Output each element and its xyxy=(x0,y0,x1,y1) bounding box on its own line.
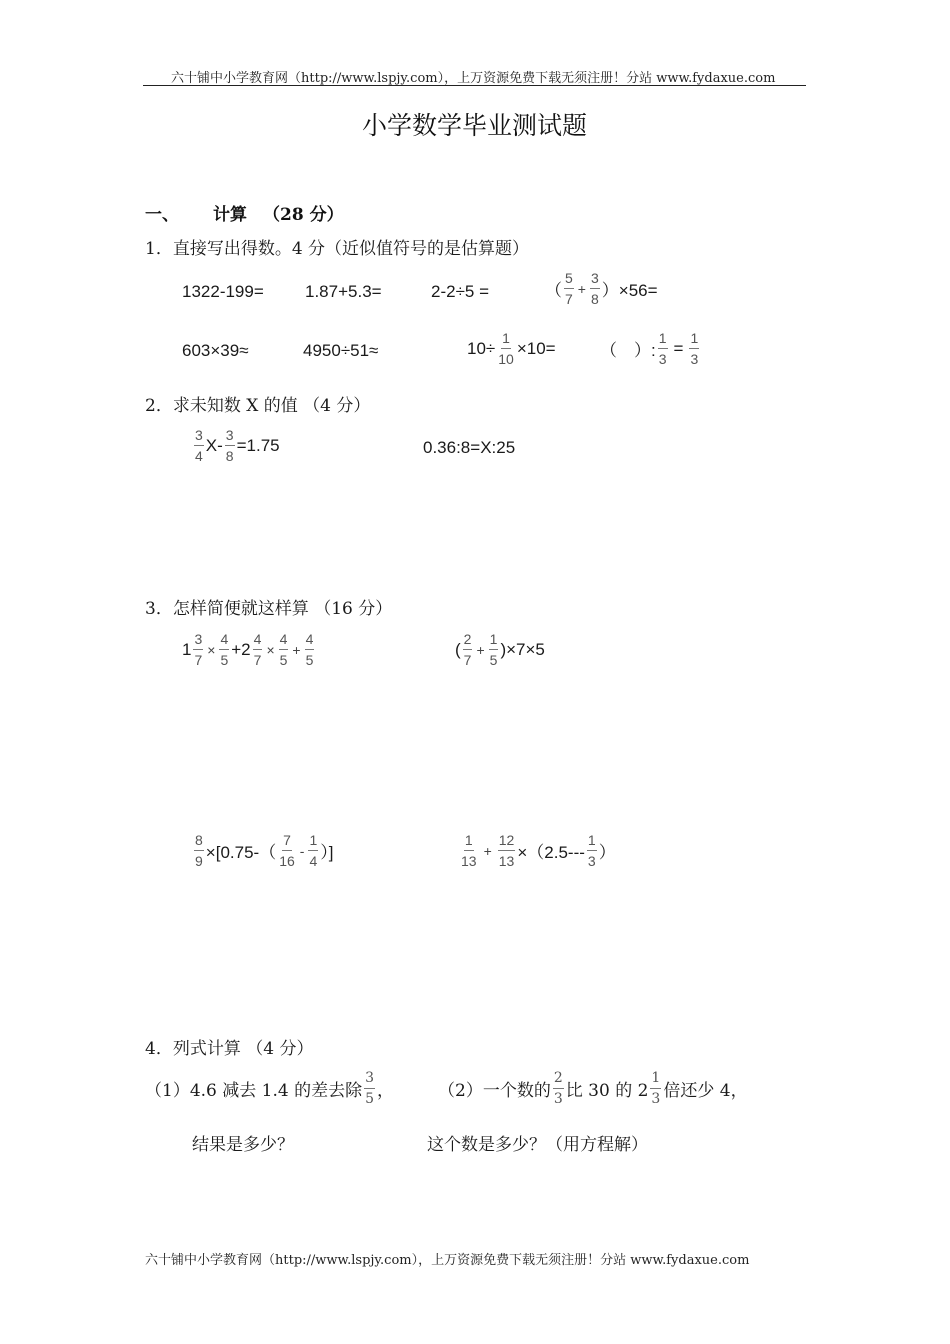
q1-expr-8 xyxy=(600,331,701,366)
plus-sign: + xyxy=(483,842,492,859)
section-points: （28 分） xyxy=(263,205,344,225)
times-sign: × xyxy=(266,641,275,658)
expr-tail: ）] xyxy=(320,843,334,862)
punctuation: ， xyxy=(377,1081,395,1101)
sub-question-text: （1）4.6 减去 1.4 的差去除 xyxy=(145,1081,363,1101)
q1-expr-5: 603×39≈ xyxy=(182,341,249,360)
fraction: $\frac{1}{5}$ xyxy=(489,631,498,668)
fraction: $\frac{3}{8}$ xyxy=(590,270,599,307)
page-footer: 六十铺中小学教育网（http://www.lspjy.com），上万资源免费下载无须注册！分站 www.fydaxue.com xyxy=(145,1253,750,1268)
q4-sub-1 xyxy=(145,1071,394,1106)
fraction: $\frac{5}{7}$ xyxy=(565,270,573,307)
expr-mid: ×（2.5--- xyxy=(517,843,585,862)
header-rule xyxy=(143,85,806,86)
fraction: $\frac{1}{4}$ xyxy=(309,832,318,869)
section-label: 计算 xyxy=(213,205,247,225)
expr-tail: ×10= xyxy=(516,338,556,358)
fraction: $\frac{4}{5}$ xyxy=(220,631,229,668)
q3-label: 3．怎样简便就这样算 （16 分） xyxy=(145,599,393,619)
q1-expr-4 xyxy=(545,271,658,306)
minus-sign: - xyxy=(299,842,305,859)
paren-open: ( xyxy=(455,639,461,659)
fraction: $\frac{1}{3}$ xyxy=(690,330,699,367)
q1-expr-1: 1322-199= xyxy=(182,282,264,301)
plus-sign: + xyxy=(577,280,586,297)
page-header: 六十铺中小学教育网（http://www.lspjy.com），上万资源免费下载无须注册！分站 www.fydaxue.com xyxy=(171,71,776,86)
q2-label: 2．求未知数 X 的值 （4 分） xyxy=(145,396,371,416)
sub-question-text: （2）一个数的 xyxy=(438,1081,551,1101)
fraction: $\frac{1}{3}$ xyxy=(651,1070,661,1107)
paren-open: （ xyxy=(545,281,562,300)
fraction: $\frac{3}{7}$ xyxy=(194,631,203,668)
fraction: $\frac{1}{3}$ xyxy=(587,832,596,869)
plus-sign: + xyxy=(476,641,485,658)
expr-tail: =1.75 xyxy=(236,435,280,455)
sub-question-text: 比 30 的 2 xyxy=(565,1081,649,1101)
expr-tail: )×7×5 xyxy=(500,639,545,659)
equals-sign: = xyxy=(673,338,684,358)
fraction: $\frac{2}{7}$ xyxy=(463,631,472,668)
q2-equation-2: 0.36:8=X:25 xyxy=(423,438,516,457)
fraction: $\frac{1}{10}$ xyxy=(498,330,514,367)
expr-head: （ ）: xyxy=(600,341,656,360)
q1-expr-6: 4950÷51≈ xyxy=(303,341,379,360)
expr-head: 10÷ xyxy=(467,338,496,358)
fraction: $\frac{4}{7}$ xyxy=(253,631,262,668)
q4-sub-2 xyxy=(438,1071,748,1106)
expr-mid: X- xyxy=(205,435,223,455)
expr-tail: ）×56= xyxy=(601,281,658,300)
sub-question-text: 倍还少 4， xyxy=(663,1081,748,1101)
fraction: $\frac{3}{5}$ xyxy=(365,1070,375,1107)
q3-problem-3 xyxy=(192,833,333,868)
q4-sub-2-line2: 这个数是多少？（用方程解） xyxy=(427,1135,648,1155)
expr-mid: ×[0.75-（ xyxy=(205,843,277,862)
q3-problem-4 xyxy=(458,833,616,868)
q4-label: 4．列式计算 （4 分） xyxy=(145,1039,314,1059)
q4-sub-1-line2: 结果是多少？ xyxy=(192,1135,294,1155)
q1-expr-2: 1.87+5.3= xyxy=(305,282,382,301)
fraction: $\frac{12}{13}$ xyxy=(498,832,515,869)
section-number: 一、 xyxy=(145,205,179,225)
fraction: $\frac{4}{5}$ xyxy=(305,631,314,668)
fraction: $\frac{2}{3}$ xyxy=(553,1070,563,1107)
page-title: 小学数学毕业测试题 xyxy=(362,111,588,140)
q2-equation-1 xyxy=(192,428,280,463)
fraction: $\frac{3}{8}$ xyxy=(225,427,234,464)
whole-number: 1 xyxy=(182,639,192,659)
whole-number: +2 xyxy=(231,639,251,659)
q1-label: 1．直接写出得数。4 分（近似值符号的是估算题） xyxy=(145,239,530,259)
q1-expr-3: 2-2÷5 = xyxy=(431,282,490,301)
q3-problem-1 xyxy=(182,632,316,667)
fraction: $\frac{4}{5}$ xyxy=(279,631,288,668)
fraction: $\frac{8}{9}$ xyxy=(195,832,203,869)
q1-expr-7 xyxy=(467,331,556,366)
q3-problem-2 xyxy=(455,632,545,667)
plus-sign: + xyxy=(292,641,301,658)
times-sign: × xyxy=(207,641,216,658)
expr-tail: ） xyxy=(598,843,616,862)
fraction: $\frac{1}{13}$ xyxy=(461,832,477,869)
fraction: $\frac{7}{16}$ xyxy=(279,832,295,869)
fraction: $\frac{3}{4}$ xyxy=(195,427,203,464)
fraction: $\frac{1}{3}$ xyxy=(658,330,667,367)
